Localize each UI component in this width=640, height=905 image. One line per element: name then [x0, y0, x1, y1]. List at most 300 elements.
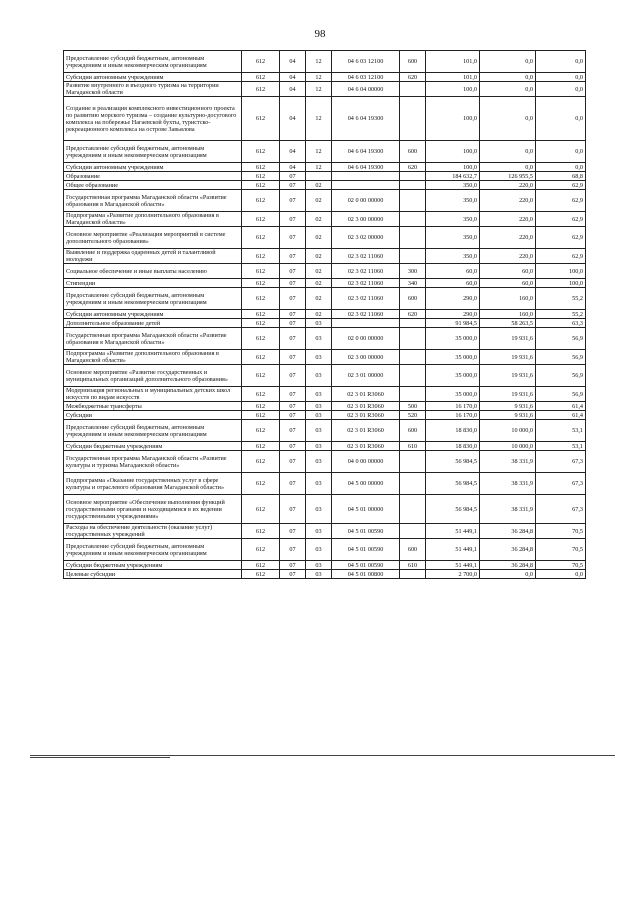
cell-percent-executed: 70,5: [536, 524, 586, 539]
cell-subsection-code: 03: [306, 365, 332, 387]
cell-name: Предоставление субсидий бюджетным, автономным учреждениям и иным некоммерческим организациям: [64, 51, 242, 73]
cell-name: Субсидии автономным учреждениям: [64, 163, 242, 172]
cell-ministry-code: 612: [242, 495, 280, 524]
table-row: [64, 561, 586, 570]
cell-name: Целевые субсидии: [64, 570, 242, 579]
cell-name: Предоставление субсидий бюджетным, автономным учреждениям и иным некоммерческим организациям: [64, 420, 242, 442]
table-row: [64, 411, 586, 420]
cell-expense-type: [400, 328, 426, 350]
cell-section-code: 04: [280, 97, 306, 141]
cell-name: Субсидии автономным учреждениям: [64, 73, 242, 82]
cell-plan-value: 56 984,5: [426, 451, 480, 473]
cell-subsection-code: 12: [306, 97, 332, 141]
table-row: [64, 141, 586, 163]
cell-name: Предоставление субсидий бюджетным, автономным учреждениям и иным некоммерческим организациям: [64, 141, 242, 163]
cell-subsection-code: 03: [306, 402, 332, 411]
cell-percent-executed: 62,9: [536, 181, 586, 190]
cell-name: Выявление и поддержка одаренных детей и талантливой молодежи: [64, 249, 242, 264]
cell-section-code: 07: [280, 495, 306, 524]
cell-expense-type: [400, 365, 426, 387]
cell-section-code: 07: [280, 561, 306, 570]
cell-plan-value: 2 700,0: [426, 570, 480, 579]
cell-plan-value: 35 000,0: [426, 350, 480, 365]
cell-ministry-code: 612: [242, 97, 280, 141]
cell-percent-executed: 0,0: [536, 82, 586, 97]
cell-name: Основное мероприятие «Развитие государственных и муниципальных организаций дополнительного образования»: [64, 365, 242, 387]
cell-executed-value: 36 284,8: [480, 561, 536, 570]
cell-executed-value: 58 263,5: [480, 319, 536, 328]
cell-percent-executed: 100,0: [536, 279, 586, 288]
cell-ministry-code: 612: [242, 411, 280, 420]
cell-target-article: 02 3 02 11060: [332, 310, 400, 319]
cell-subsection-code: 02: [306, 288, 332, 310]
footer-rule-short: [30, 757, 170, 758]
cell-subsection-code: 03: [306, 387, 332, 402]
cell-subsection-code: 03: [306, 411, 332, 420]
cell-section-code: 07: [280, 172, 306, 181]
cell-percent-executed: 63,3: [536, 319, 586, 328]
cell-expense-type: 600: [400, 51, 426, 73]
cell-target-article: [332, 181, 400, 190]
cell-executed-value: 9 931,6: [480, 411, 536, 420]
cell-section-code: 07: [280, 570, 306, 579]
cell-subsection-code: 03: [306, 539, 332, 561]
cell-section-code: 07: [280, 310, 306, 319]
cell-target-article: 04 6 04 19300: [332, 97, 400, 141]
cell-subsection-code: 12: [306, 163, 332, 172]
table-row: [64, 163, 586, 172]
cell-expense-type: 300: [400, 264, 426, 279]
cell-section-code: 07: [280, 451, 306, 473]
cell-ministry-code: 612: [242, 163, 280, 172]
cell-name: Создание и реализация комплексного инвестиционного проекта по развитию морского туризма – создание культурно-досугового комплекса на побережье Нагаевской бухты, туристско-рекреационного комплекса на острове Завьялова: [64, 97, 242, 141]
cell-percent-executed: 0,0: [536, 97, 586, 141]
cell-name: Подпрограмма «Развитие дополнительного образования в Магаданской области»: [64, 350, 242, 365]
cell-subsection-code: 03: [306, 570, 332, 579]
cell-executed-value: 36 284,8: [480, 524, 536, 539]
cell-target-article: 02 0 00 00000: [332, 190, 400, 212]
cell-name: Подпрограмма «Развитие дополнительного образования в Магаданской области»: [64, 212, 242, 227]
cell-percent-executed: 53,1: [536, 420, 586, 442]
cell-subsection-code: 03: [306, 420, 332, 442]
cell-section-code: 07: [280, 249, 306, 264]
cell-expense-type: [400, 181, 426, 190]
cell-plan-value: 91 984,5: [426, 319, 480, 328]
cell-target-article: [332, 172, 400, 181]
cell-expense-type: 520: [400, 411, 426, 420]
cell-ministry-code: 612: [242, 172, 280, 181]
cell-ministry-code: 612: [242, 402, 280, 411]
cell-subsection-code: 02: [306, 181, 332, 190]
cell-expense-type: 600: [400, 141, 426, 163]
cell-ministry-code: 612: [242, 212, 280, 227]
table-row: [64, 82, 586, 97]
cell-section-code: 07: [280, 264, 306, 279]
cell-executed-value: 19 931,6: [480, 350, 536, 365]
cell-ministry-code: 612: [242, 524, 280, 539]
cell-executed-value: 220,0: [480, 227, 536, 249]
cell-executed-value: 160,0: [480, 310, 536, 319]
cell-percent-executed: 56,9: [536, 365, 586, 387]
cell-target-article: 02 3 02 11060: [332, 279, 400, 288]
cell-expense-type: [400, 451, 426, 473]
cell-percent-executed: 62,9: [536, 249, 586, 264]
table-row: [64, 279, 586, 288]
cell-executed-value: 126 955,5: [480, 172, 536, 181]
cell-percent-executed: 0,0: [536, 51, 586, 73]
cell-expense-type: [400, 172, 426, 181]
cell-executed-value: 36 284,8: [480, 539, 536, 561]
cell-target-article: 04 5 01 00590: [332, 524, 400, 539]
cell-target-article: 02 3 01 R3060: [332, 387, 400, 402]
table-row: [64, 190, 586, 212]
cell-ministry-code: 612: [242, 249, 280, 264]
cell-section-code: 07: [280, 411, 306, 420]
table-row: [64, 570, 586, 579]
cell-percent-executed: 62,9: [536, 227, 586, 249]
cell-executed-value: 10 000,0: [480, 442, 536, 451]
cell-executed-value: 220,0: [480, 190, 536, 212]
cell-subsection-code: 02: [306, 310, 332, 319]
cell-plan-value: 60,0: [426, 279, 480, 288]
cell-plan-value: 18 830,0: [426, 442, 480, 451]
cell-ministry-code: 612: [242, 539, 280, 561]
cell-ministry-code: 612: [242, 190, 280, 212]
cell-section-code: 07: [280, 350, 306, 365]
cell-subsection-code: 02: [306, 212, 332, 227]
cell-expense-type: [400, 319, 426, 328]
table-row: [64, 310, 586, 319]
table-row: [64, 524, 586, 539]
cell-ministry-code: 612: [242, 181, 280, 190]
table-body: [64, 51, 586, 579]
cell-percent-executed: 0,0: [536, 141, 586, 163]
cell-subsection-code: 03: [306, 561, 332, 570]
cell-section-code: 07: [280, 420, 306, 442]
cell-executed-value: 0,0: [480, 570, 536, 579]
cell-executed-value: 60,0: [480, 264, 536, 279]
cell-name: Субсидии автономным учреждениям: [64, 310, 242, 319]
cell-percent-executed: 53,1: [536, 442, 586, 451]
table-row: [64, 350, 586, 365]
cell-target-article: 04 6 04 00000: [332, 82, 400, 97]
cell-ministry-code: 612: [242, 82, 280, 97]
table-row: [64, 387, 586, 402]
cell-percent-executed: 68,8: [536, 172, 586, 181]
cell-section-code: 04: [280, 163, 306, 172]
table-row: [64, 319, 586, 328]
cell-ministry-code: 612: [242, 141, 280, 163]
cell-name: Основное мероприятие «Реализация мероприятий в системе дополнительного образования»: [64, 227, 242, 249]
cell-target-article: [332, 319, 400, 328]
cell-percent-executed: 0,0: [536, 570, 586, 579]
table-row: [64, 495, 586, 524]
table-row: [64, 451, 586, 473]
cell-percent-executed: 62,9: [536, 212, 586, 227]
cell-section-code: 07: [280, 539, 306, 561]
cell-ministry-code: 612: [242, 288, 280, 310]
cell-executed-value: 60,0: [480, 279, 536, 288]
cell-expense-type: 610: [400, 442, 426, 451]
cell-subsection-code: 12: [306, 141, 332, 163]
cell-ministry-code: 612: [242, 473, 280, 495]
cell-ministry-code: 612: [242, 227, 280, 249]
cell-subsection-code: 03: [306, 350, 332, 365]
cell-expense-type: 610: [400, 561, 426, 570]
cell-target-article: 04 5 01 00590: [332, 561, 400, 570]
cell-plan-value: 18 830,0: [426, 420, 480, 442]
cell-name: Субсидии бюджетным учреждениям: [64, 561, 242, 570]
cell-ministry-code: 612: [242, 451, 280, 473]
cell-plan-value: 51 449,1: [426, 524, 480, 539]
cell-section-code: 07: [280, 365, 306, 387]
table-row: [64, 212, 586, 227]
table-row: [64, 264, 586, 279]
cell-expense-type: [400, 190, 426, 212]
cell-plan-value: 100,0: [426, 141, 480, 163]
cell-name: Социальное обеспечение и иные выплаты населению: [64, 264, 242, 279]
cell-expense-type: [400, 350, 426, 365]
cell-section-code: 07: [280, 319, 306, 328]
cell-target-article: 02 3 00 00000: [332, 350, 400, 365]
table-row: [64, 420, 586, 442]
cell-executed-value: 0,0: [480, 163, 536, 172]
cell-expense-type: 500: [400, 402, 426, 411]
table-row: [64, 97, 586, 141]
cell-section-code: 04: [280, 73, 306, 82]
cell-name: Общее образование: [64, 181, 242, 190]
cell-executed-value: 0,0: [480, 97, 536, 141]
cell-subsection-code: 02: [306, 279, 332, 288]
cell-expense-type: [400, 495, 426, 524]
cell-executed-value: 19 931,6: [480, 387, 536, 402]
cell-plan-value: 350,0: [426, 227, 480, 249]
cell-name: Государственная программа Магаданской области «Развитие культуры и туризма Магаданской области»: [64, 451, 242, 473]
cell-ministry-code: 612: [242, 279, 280, 288]
cell-executed-value: 0,0: [480, 51, 536, 73]
cell-ministry-code: 612: [242, 310, 280, 319]
table-row: [64, 249, 586, 264]
cell-section-code: 07: [280, 473, 306, 495]
cell-percent-executed: 55,2: [536, 288, 586, 310]
cell-executed-value: 220,0: [480, 181, 536, 190]
table-row: [64, 227, 586, 249]
cell-name: Подпрограмма «Оказание государственных услуг в сфере культуры и отраслевого образования Магаданской области»: [64, 473, 242, 495]
cell-section-code: 07: [280, 328, 306, 350]
cell-target-article: 02 3 02 11060: [332, 264, 400, 279]
table-row: [64, 181, 586, 190]
cell-plan-value: 56 984,5: [426, 473, 480, 495]
cell-expense-type: [400, 473, 426, 495]
cell-expense-type: 600: [400, 539, 426, 561]
cell-subsection-code: 03: [306, 495, 332, 524]
cell-name: Развитие внутреннего и въездного туризма на территории Магаданской области: [64, 82, 242, 97]
table-row: [64, 328, 586, 350]
cell-executed-value: 9 931,6: [480, 402, 536, 411]
cell-target-article: 02 3 00 00000: [332, 212, 400, 227]
cell-plan-value: 100,0: [426, 97, 480, 141]
cell-plan-value: 16 170,0: [426, 411, 480, 420]
cell-plan-value: 101,0: [426, 51, 480, 73]
cell-plan-value: 350,0: [426, 212, 480, 227]
cell-target-article: 02 3 01 R3060: [332, 411, 400, 420]
cell-expense-type: 600: [400, 420, 426, 442]
cell-ministry-code: 612: [242, 328, 280, 350]
cell-percent-executed: 0,0: [536, 73, 586, 82]
cell-plan-value: 51 449,1: [426, 561, 480, 570]
cell-subsection-code: [306, 172, 332, 181]
cell-plan-value: 56 984,5: [426, 495, 480, 524]
cell-name: Государственная программа Магаданской области «Развитие образования в Магаданской области»: [64, 190, 242, 212]
cell-target-article: 04 5 01 00800: [332, 570, 400, 579]
cell-name: Межбюджетные трансферты: [64, 402, 242, 411]
cell-target-article: 02 3 02 11060: [332, 249, 400, 264]
cell-expense-type: 340: [400, 279, 426, 288]
cell-section-code: 07: [280, 402, 306, 411]
cell-expense-type: [400, 524, 426, 539]
cell-section-code: 07: [280, 387, 306, 402]
cell-section-code: 07: [280, 288, 306, 310]
table-row: [64, 402, 586, 411]
cell-name: Дополнительное образование детей: [64, 319, 242, 328]
cell-plan-value: 350,0: [426, 190, 480, 212]
cell-percent-executed: 100,0: [536, 264, 586, 279]
cell-plan-value: 60,0: [426, 264, 480, 279]
cell-subsection-code: 12: [306, 73, 332, 82]
cell-expense-type: [400, 249, 426, 264]
cell-percent-executed: 56,9: [536, 328, 586, 350]
cell-target-article: 04 5 00 00000: [332, 473, 400, 495]
cell-executed-value: 19 931,6: [480, 365, 536, 387]
cell-ministry-code: 612: [242, 365, 280, 387]
cell-executed-value: 0,0: [480, 82, 536, 97]
cell-subsection-code: 02: [306, 227, 332, 249]
cell-target-article: 02 3 01 R3060: [332, 420, 400, 442]
budget-table: [63, 50, 586, 579]
cell-target-article: 02 0 00 00000: [332, 328, 400, 350]
cell-expense-type: [400, 227, 426, 249]
cell-percent-executed: 56,9: [536, 350, 586, 365]
table-row: [64, 73, 586, 82]
cell-ministry-code: 612: [242, 319, 280, 328]
cell-plan-value: 100,0: [426, 82, 480, 97]
cell-subsection-code: 03: [306, 524, 332, 539]
table-row: [64, 365, 586, 387]
cell-expense-type: 620: [400, 73, 426, 82]
cell-target-article: 04 5 01 00000: [332, 495, 400, 524]
cell-percent-executed: 56,9: [536, 387, 586, 402]
table-row: [64, 288, 586, 310]
cell-name: Стипендии: [64, 279, 242, 288]
cell-percent-executed: 61,4: [536, 411, 586, 420]
table-row: [64, 473, 586, 495]
cell-section-code: 07: [280, 190, 306, 212]
cell-ministry-code: 612: [242, 420, 280, 442]
cell-name: Модернизация региональных и муниципальных детских школ искусств по видам искусств: [64, 387, 242, 402]
cell-executed-value: 38 331,9: [480, 495, 536, 524]
cell-executed-value: 19 931,6: [480, 328, 536, 350]
cell-ministry-code: 612: [242, 561, 280, 570]
cell-name: Расходы на обеспечение деятельности (оказание услуг) государственных учреждений: [64, 524, 242, 539]
cell-subsection-code: 03: [306, 451, 332, 473]
cell-percent-executed: 67,3: [536, 451, 586, 473]
cell-subsection-code: 03: [306, 319, 332, 328]
cell-subsection-code: 12: [306, 51, 332, 73]
cell-expense-type: [400, 212, 426, 227]
cell-section-code: 07: [280, 212, 306, 227]
cell-plan-value: 350,0: [426, 181, 480, 190]
cell-name: Субсидии бюджетным учреждениям: [64, 442, 242, 451]
cell-target-article: 04 6 04 19300: [332, 141, 400, 163]
cell-plan-value: 184 632,7: [426, 172, 480, 181]
cell-section-code: 07: [280, 279, 306, 288]
cell-plan-value: 16 170,0: [426, 402, 480, 411]
cell-subsection-code: 03: [306, 328, 332, 350]
cell-subsection-code: 03: [306, 473, 332, 495]
cell-expense-type: [400, 82, 426, 97]
cell-target-article: 04 6 03 12100: [332, 73, 400, 82]
cell-plan-value: 101,0: [426, 73, 480, 82]
cell-section-code: 04: [280, 141, 306, 163]
cell-plan-value: 35 000,0: [426, 387, 480, 402]
cell-percent-executed: 61,4: [536, 402, 586, 411]
table-row: [64, 442, 586, 451]
cell-subsection-code: 03: [306, 442, 332, 451]
cell-ministry-code: 612: [242, 442, 280, 451]
cell-target-article: 02 3 02 00000: [332, 227, 400, 249]
cell-expense-type: 600: [400, 288, 426, 310]
cell-target-article: 04 0 00 00000: [332, 451, 400, 473]
cell-section-code: 07: [280, 227, 306, 249]
cell-plan-value: 290,0: [426, 288, 480, 310]
footer-rule: [30, 755, 615, 756]
cell-plan-value: 350,0: [426, 249, 480, 264]
cell-expense-type: 620: [400, 310, 426, 319]
cell-executed-value: 38 331,9: [480, 451, 536, 473]
cell-percent-executed: 70,5: [536, 539, 586, 561]
cell-target-article: 02 3 02 11060: [332, 288, 400, 310]
cell-plan-value: 100,0: [426, 163, 480, 172]
cell-name: Образование: [64, 172, 242, 181]
cell-target-article: 04 6 03 12100: [332, 51, 400, 73]
cell-target-article: 02 3 01 R3060: [332, 402, 400, 411]
cell-plan-value: 290,0: [426, 310, 480, 319]
cell-expense-type: [400, 570, 426, 579]
cell-subsection-code: 02: [306, 264, 332, 279]
cell-subsection-code: 02: [306, 190, 332, 212]
page-number: 98: [314, 28, 326, 40]
cell-target-article: 04 6 04 19300: [332, 163, 400, 172]
cell-ministry-code: 612: [242, 387, 280, 402]
cell-executed-value: 220,0: [480, 249, 536, 264]
cell-expense-type: 620: [400, 163, 426, 172]
cell-subsection-code: 12: [306, 82, 332, 97]
cell-percent-executed: 62,9: [536, 190, 586, 212]
cell-executed-value: 0,0: [480, 141, 536, 163]
cell-plan-value: 35 000,0: [426, 328, 480, 350]
cell-target-article: 02 3 01 R3060: [332, 442, 400, 451]
cell-expense-type: [400, 387, 426, 402]
cell-name: Основное мероприятие «Обеспечение выполнения функций государственными органами и находящимися в их ведении государственными учреждениями»: [64, 495, 242, 524]
table-row: [64, 539, 586, 561]
cell-percent-executed: 67,3: [536, 473, 586, 495]
cell-executed-value: 220,0: [480, 212, 536, 227]
cell-executed-value: 38 331,9: [480, 473, 536, 495]
cell-executed-value: 160,0: [480, 288, 536, 310]
cell-percent-executed: 55,2: [536, 310, 586, 319]
cell-expense-type: [400, 97, 426, 141]
cell-ministry-code: 612: [242, 264, 280, 279]
